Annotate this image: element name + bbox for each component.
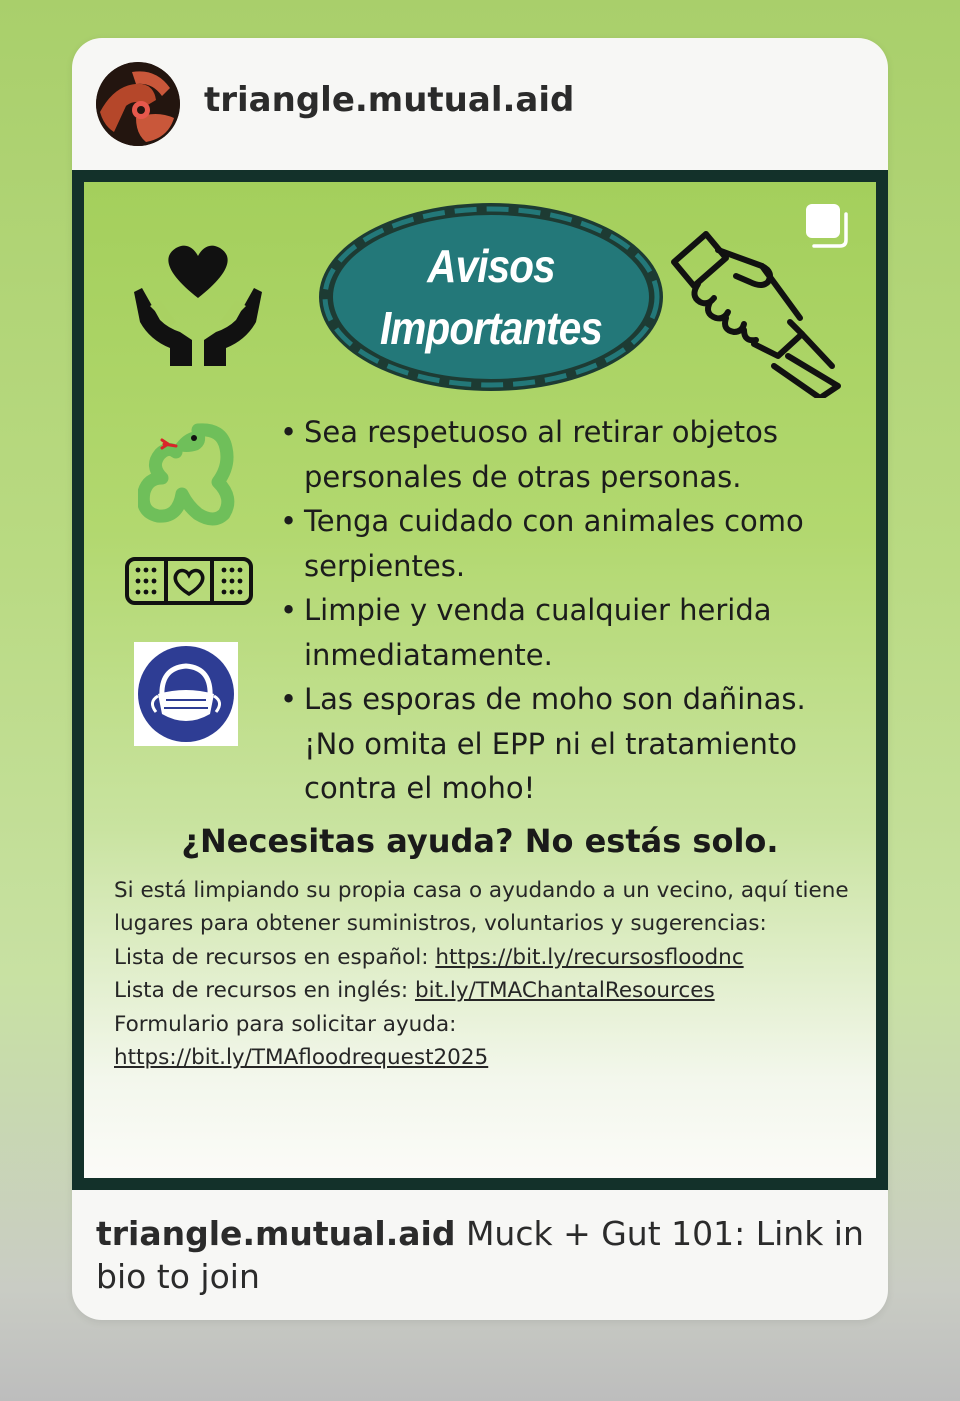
safety-tips-list (280, 410, 860, 811)
handshake-icon (670, 226, 842, 398)
list-item: • Limpie y venda cualquier herida inmediatamente. (280, 588, 860, 677)
resources-text (114, 874, 854, 1074)
english-resources-label: Lista de recursos en inglés: (114, 978, 415, 1004)
spanish-resources-link[interactable]: https://bit.ly/recursosfloodnc (435, 944, 744, 970)
title-badge-text (337, 200, 645, 394)
spanish-resources-label: Lista de recursos en español: (114, 944, 436, 970)
request-form-line (114, 1041, 854, 1074)
title-line-2: Importantes (379, 302, 602, 354)
face-mask-icon (134, 642, 238, 746)
bandage-icon (124, 554, 254, 608)
post-header (72, 38, 888, 170)
avatar-image (96, 62, 180, 146)
post-image (84, 182, 876, 1178)
heart-hands-icon (130, 236, 266, 372)
post-image-frame (72, 170, 888, 1190)
title-line-1: Avisos (427, 240, 555, 292)
header-username[interactable]: triangle.mutual.aid (204, 80, 575, 120)
english-resources-link[interactable]: bit.ly/TMAChantalResources (415, 978, 715, 1004)
help-heading: ¿Necesitas ayuda? No estás solo. (181, 822, 779, 860)
request-form-link[interactable]: https://bit.ly/TMAfloodrequest2025 (114, 1045, 489, 1071)
spanish-resources-line (114, 941, 854, 974)
list-item: • Tenga cuidado con animales como serpientes. (280, 499, 860, 588)
post-caption (96, 1212, 866, 1298)
caption-username[interactable]: triangle.mutual.aid (96, 1214, 456, 1253)
avatar[interactable] (96, 62, 180, 146)
request-form-label: Formulario para solicitar ayuda: (114, 1011, 457, 1037)
english-resources-line (114, 974, 854, 1007)
caption-text: Muck + Gut 101: Link in bio to join (96, 1214, 864, 1296)
resources-intro: Si está limpiando su propia casa o ayudando a un vecino, aquí tiene lugares para obtener suministros, voluntarios y sugerencias: (114, 878, 849, 937)
list-item: • Sea respetuoso al retirar objetos personales de otras personas. (280, 410, 860, 499)
snake-icon (138, 422, 242, 526)
post-card (72, 38, 888, 1320)
list-item: • Las esporas de moho son dañinas. ¡No omita el EPP ni el tratamiento contra el moho! (280, 677, 860, 811)
